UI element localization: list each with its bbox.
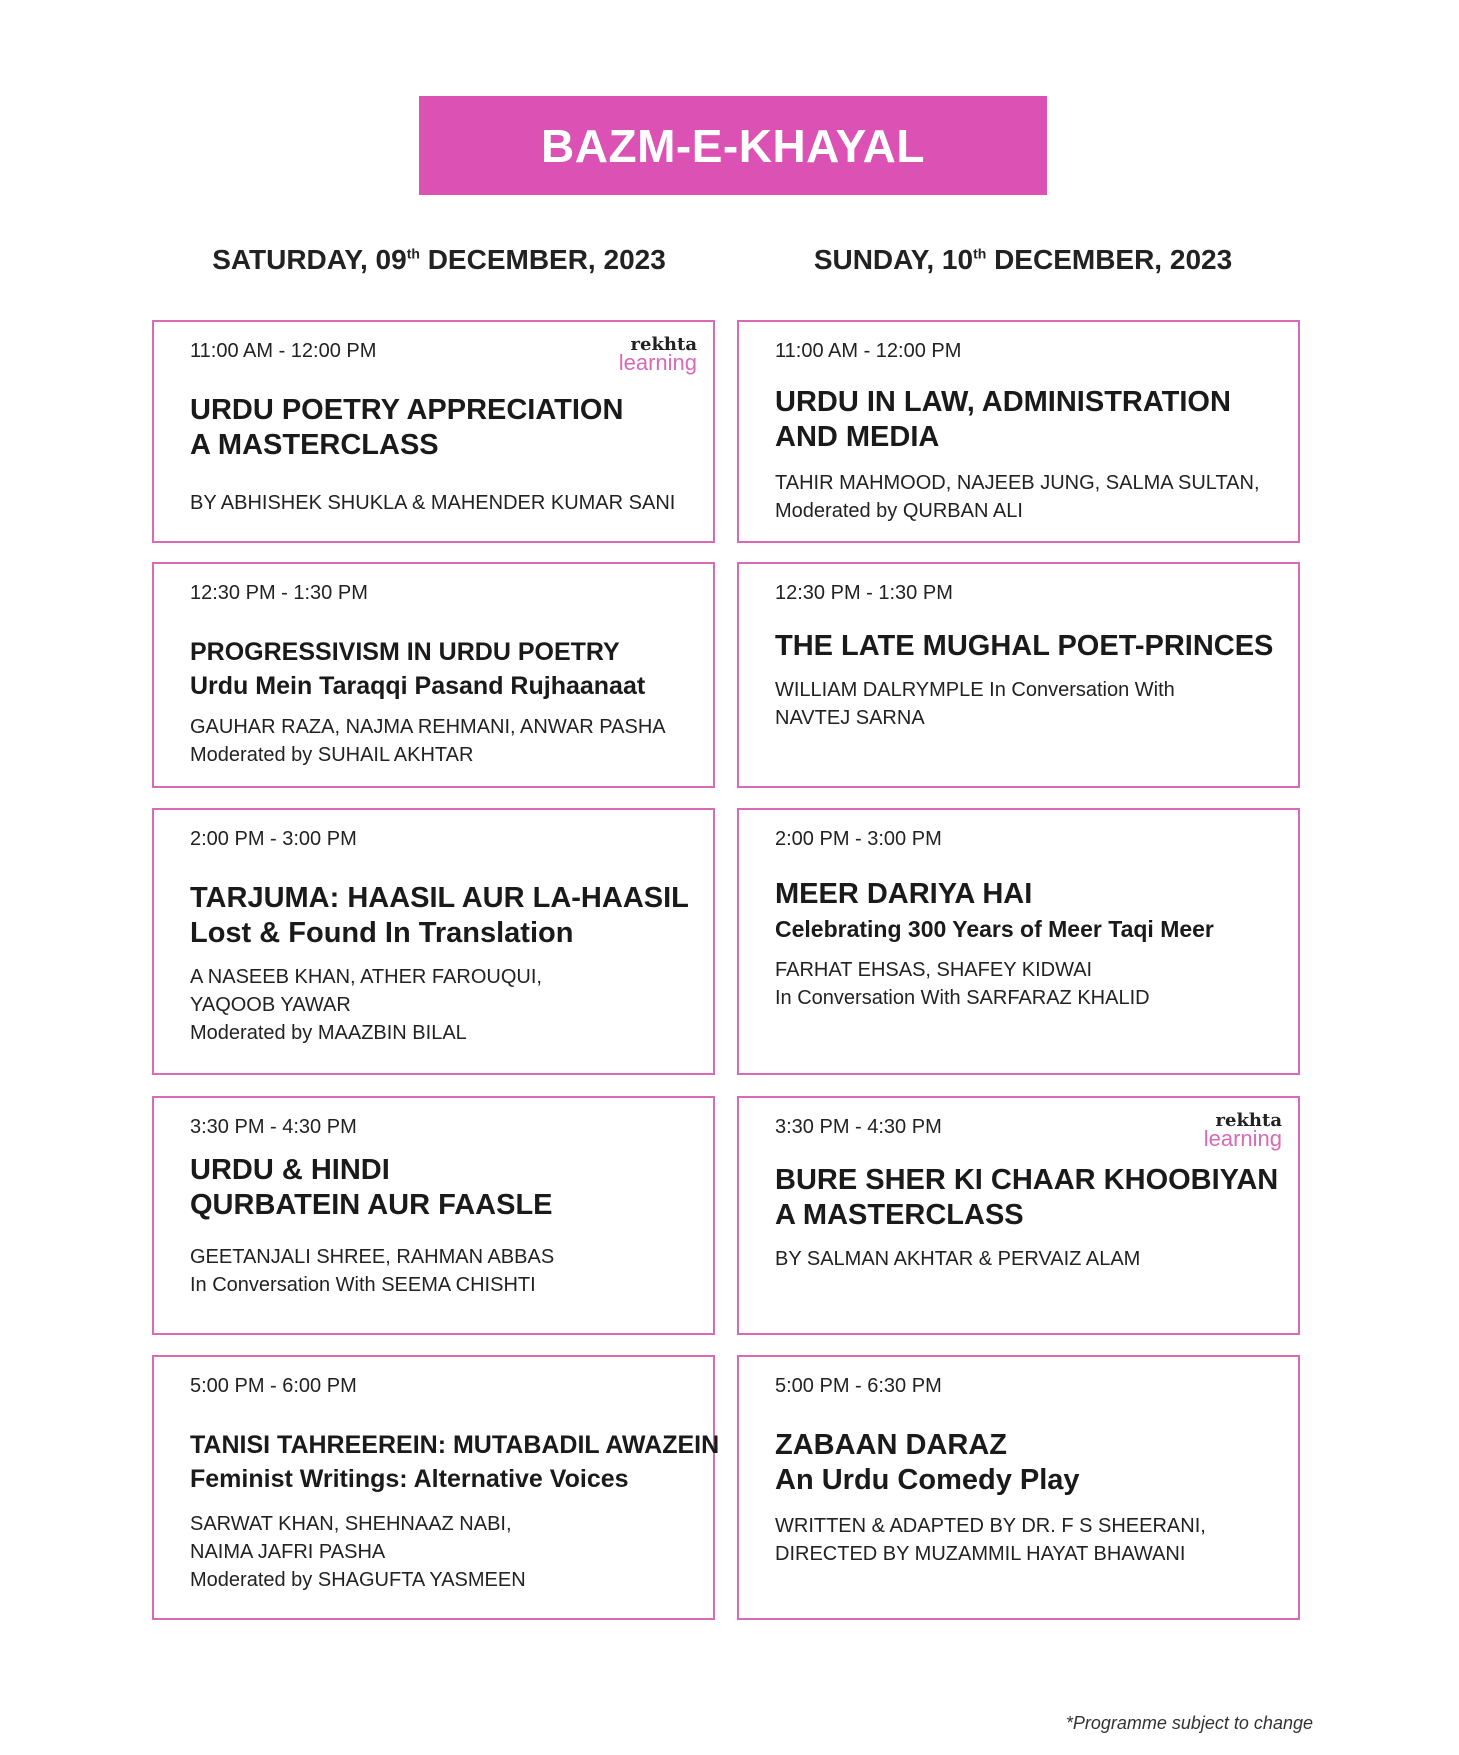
session-title-line2: QURBATEIN AUR FAASLE [190,1189,553,1221]
session-title: TARJUMA: HAASIL AUR LA-HAASIL [190,882,689,914]
session-time: 3:30 PM - 4:30 PM [190,1116,357,1138]
session-credits-line2: DIRECTED BY MUZAMMIL HAYAT BHAWANI [775,1543,1186,1565]
session-title-line2: A MASTERCLASS [775,1199,1024,1231]
logo-text-learning: learning [618,350,697,375]
session-title-line2: An Urdu Comedy Play [775,1464,1080,1496]
session-time: 12:30 PM - 1:30 PM [775,582,953,604]
session-time: 12:30 PM - 1:30 PM [190,582,368,604]
session-speakers: SARWAT KHAN, SHEHNAAZ NABI, [190,1513,512,1535]
session-card [152,1096,715,1335]
session-card [737,1096,1300,1335]
session-moderator: Moderated by SUHAIL AKHTAR [190,744,474,766]
session-time: 5:00 PM - 6:30 PM [775,1375,942,1397]
session-moderator: Moderated by MAAZBIN BILAL [190,1022,467,1044]
session-title-line2: Lost & Found In Translation [190,917,574,949]
session-credits: WRITTEN & ADAPTED BY DR. F S SHEERANI, [775,1515,1206,1537]
sunday-heading-sup: th [973,245,987,262]
session-time: 11:00 AM - 12:00 PM [190,340,377,362]
session-card [737,562,1300,788]
session-time: 2:00 PM - 3:00 PM [190,828,357,850]
session-title: ZABAAN DARAZ [775,1429,1007,1461]
session-speakers: A NASEEB KHAN, ATHER FAROUQUI, [190,966,542,988]
session-subtitle: Urdu Mein Taraqqi Pasand Rujhaanaat [190,672,646,700]
sunday-heading [723,244,1323,276]
session-speakers: FARHAT EHSAS, SHAFEY KIDWAI [775,959,1093,981]
session-title: URDU & HINDI [190,1154,390,1186]
session-speakers: BY SALMAN AKHTAR & PERVAIZ ALAM [775,1248,1141,1270]
sunday-heading-suffix: DECEMBER, 2023 [986,244,1233,275]
session-moderator: Moderated by SHAGUFTA YASMEEN [190,1569,526,1591]
session-title: TANISI TAHREEREIN: MUTABADIL AWAZEIN [190,1431,720,1459]
session-speakers: GEETANJALI SHREE, RAHMAN ABBAS [190,1246,555,1268]
logo-text-rekhta: rekhta [1215,1110,1282,1131]
session-title: THE LATE MUGHAL POET-PRINCES [775,630,1274,662]
session-time: 5:00 PM - 6:00 PM [190,1375,357,1397]
logo-text-learning: learning [1203,1126,1282,1151]
session-card [152,1355,720,1620]
session-moderator: Moderated by QURBAN ALI [775,500,1023,522]
footnote: *Programme subject to change [1065,1713,1313,1733]
session-moderator: In Conversation With SEEMA CHISHTI [190,1274,536,1296]
saturday-heading-sup: th [406,245,420,262]
session-speakers-line2: NAIMA JAFRI PASHA [190,1541,386,1563]
session-time: 11:00 AM - 12:00 PM [775,340,962,362]
rekhta-learning-logo [619,336,697,374]
saturday-heading-prefix: SATURDAY, 09 [212,244,407,275]
session-card [737,1355,1300,1620]
session-speakers: BY ABHISHEK SHUKLA & MAHENDER KUMAR SANI [190,492,676,514]
session-speakers: GAUHAR RAZA, NAJMA REHMANI, ANWAR PASHA [190,716,666,738]
session-card [737,808,1300,1075]
session-card [152,562,715,788]
session-moderator: In Conversation With SARFARAZ KHALID [775,987,1150,1009]
session-speakers: WILLIAM DALRYMPLE In Conversation With [775,679,1175,701]
event-banner [419,96,1047,195]
session-time: 3:30 PM - 4:30 PM [775,1116,942,1138]
session-subtitle: Celebrating 300 Years of Meer Taqi Meer [775,916,1214,942]
session-title: BURE SHER KI CHAAR KHOOBIYAN [775,1164,1279,1196]
session-speakers: TAHIR MAHMOOD, NAJEEB JUNG, SALMA SULTAN, [775,472,1260,494]
session-card [152,808,715,1075]
session-title: URDU IN LAW, ADMINISTRATION [775,386,1231,418]
session-speakers-line2: NAVTEJ SARNA [775,707,925,729]
session-title: URDU POETRY APPRECIATION [190,394,624,426]
sunday-heading-prefix: SUNDAY, 10 [813,244,974,275]
session-subtitle: Feminist Writings: Alternative Voices [190,1465,629,1493]
saturday-heading [139,244,739,276]
session-speakers-line2: YAQOOB YAWAR [190,994,351,1016]
session-card [152,320,715,543]
logo-text-rekhta: rekhta [630,334,697,355]
session-title-line2: AND MEDIA [775,421,940,453]
saturday-heading-suffix: DECEMBER, 2023 [419,244,666,275]
session-title-line2: A MASTERCLASS [190,429,439,461]
rekhta-learning-logo [1204,1112,1282,1150]
event-title: BAZM-E-KHAYAL [541,119,925,172]
session-title: PROGRESSIVISM IN URDU POETRY [190,638,620,666]
session-card [737,320,1300,543]
session-title: MEER DARIYA HAI [775,878,1033,910]
session-time: 2:00 PM - 3:00 PM [775,828,942,850]
